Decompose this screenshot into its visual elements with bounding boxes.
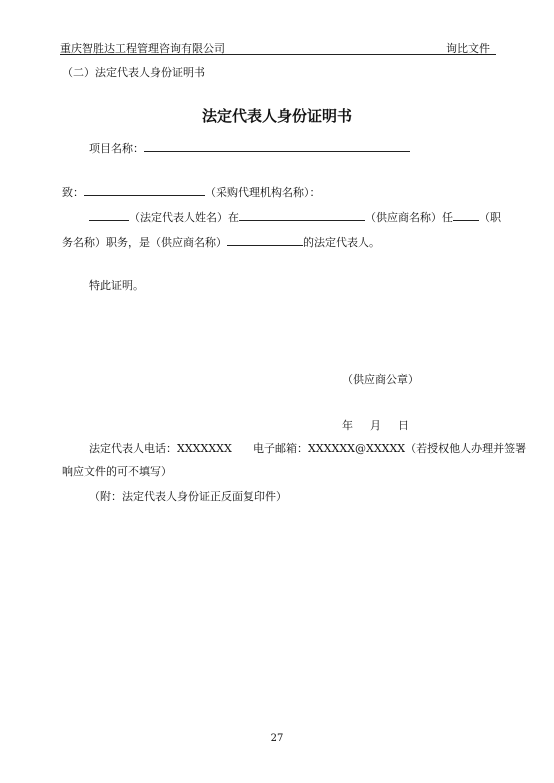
position-blank[interactable] bbox=[453, 208, 479, 221]
page-number: 27 bbox=[270, 733, 284, 744]
contact-phone: 法定代表人电话：XXXXXXX bbox=[89, 442, 232, 455]
contact-note: 响应文件的可不填写） bbox=[62, 465, 172, 478]
para1-line2-a: 务名称）职务，是（供应商名称） bbox=[62, 236, 227, 249]
date-month: 月 bbox=[370, 419, 381, 432]
para1-line2-b: 的法定代表人。 bbox=[303, 236, 380, 249]
agency-name-blank[interactable] bbox=[84, 183, 205, 196]
header-rule bbox=[60, 54, 496, 55]
para1-part3: （职 bbox=[479, 211, 501, 224]
certification-text: 特此证明。 bbox=[89, 279, 144, 292]
section-heading: （二）法定代表人身份证明书 bbox=[62, 66, 205, 79]
project-name-label: 项目名称： bbox=[89, 142, 144, 155]
para1-part1: （法定代表人姓名）在 bbox=[129, 211, 239, 224]
supplier-seal: （供应商公章） bbox=[342, 373, 419, 386]
header-doc-type: 询比文件 bbox=[446, 42, 490, 55]
date-year: 年 bbox=[342, 419, 353, 432]
para1-part2: （供应商名称）任 bbox=[365, 211, 453, 224]
date-day: 日 bbox=[398, 419, 409, 432]
supplier-name-blank[interactable] bbox=[239, 208, 365, 221]
supplier-name-blank-2[interactable] bbox=[227, 233, 303, 246]
attachment-note: （附：法定代表人身份证正反面复印件） bbox=[89, 490, 287, 503]
to-suffix: （采购代理机构名称）： bbox=[205, 186, 321, 199]
paragraph-line-1 bbox=[89, 208, 501, 225]
to-label: 致： bbox=[62, 186, 84, 199]
paragraph-line-2 bbox=[62, 233, 380, 250]
contact-email: 电子邮箱：XXXXXX@XXXXX（若授权他人办理并签署 bbox=[253, 442, 527, 455]
document-title: 法定代表人身份证明书 bbox=[201, 107, 352, 125]
project-name-blank[interactable] bbox=[144, 139, 410, 152]
header-company: 重庆智胜达工程管理咨询有限公司 bbox=[60, 42, 225, 55]
legal-rep-name-blank[interactable] bbox=[89, 208, 129, 221]
to-row bbox=[62, 183, 321, 200]
project-name-row bbox=[89, 139, 410, 156]
